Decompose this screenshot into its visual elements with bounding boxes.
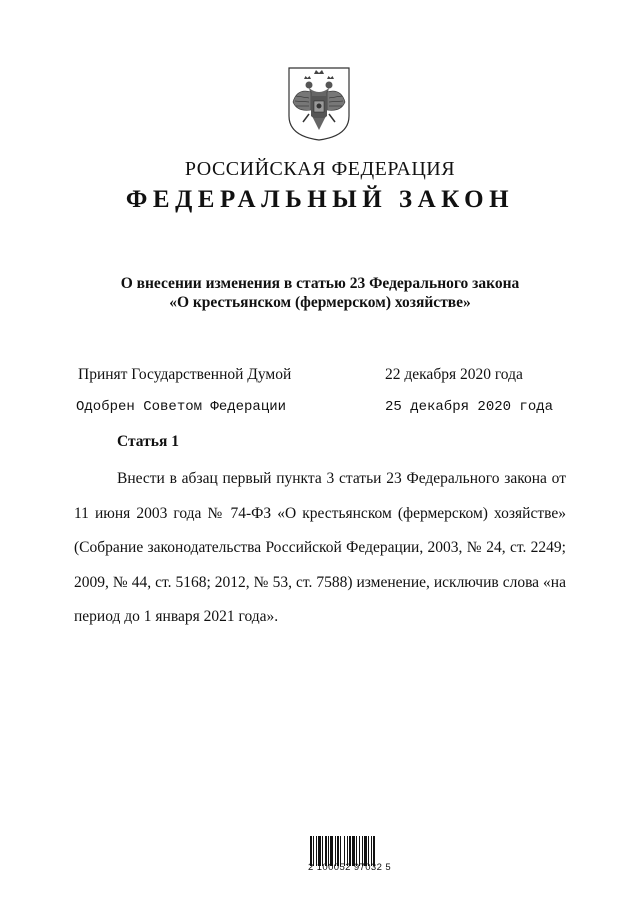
- barcode-number: 2 100052 97032 5: [308, 862, 392, 873]
- article-heading: Статья 1: [117, 433, 179, 450]
- duma-adoption-label: Принят Государственной Думой: [78, 366, 292, 383]
- country-name: РОССИЙСКАЯ ФЕДЕРАЦИЯ: [184, 158, 456, 180]
- law-title: [0, 274, 640, 312]
- council-approval-label: Одобрен Советом Федерации: [76, 399, 287, 415]
- article-body-text: Внести в абзац первый пункта 3 статьи 23 Федерального закона от 11 июня 2003 года № 74-ФЗ «О крестьянском (фермерском) хозяйстве» (Собрание законодательства Российской Федерации, 2003, № 24, ст. 2249; 2009, № 44, ст. 5168; 2012, № 53, ст. 7588) изменение, исключив слова «на период до 1 января 2021 года».: [74, 470, 566, 625]
- duma-adoption-date: 22 декабря 2020 года: [385, 366, 523, 383]
- coat-of-arms-icon: [287, 66, 351, 142]
- law-title-line1: О внесении изменения в статью 23 Федерального закона: [120, 275, 520, 292]
- council-approval-date: 25 декабря 2020 года: [385, 399, 554, 415]
- law-title-line2: «О крестьянском (фермерском) хозяйстве»: [169, 294, 471, 311]
- law-type-heading: ФЕДЕРАЛЬНЫЙ ЗАКОН: [125, 186, 515, 213]
